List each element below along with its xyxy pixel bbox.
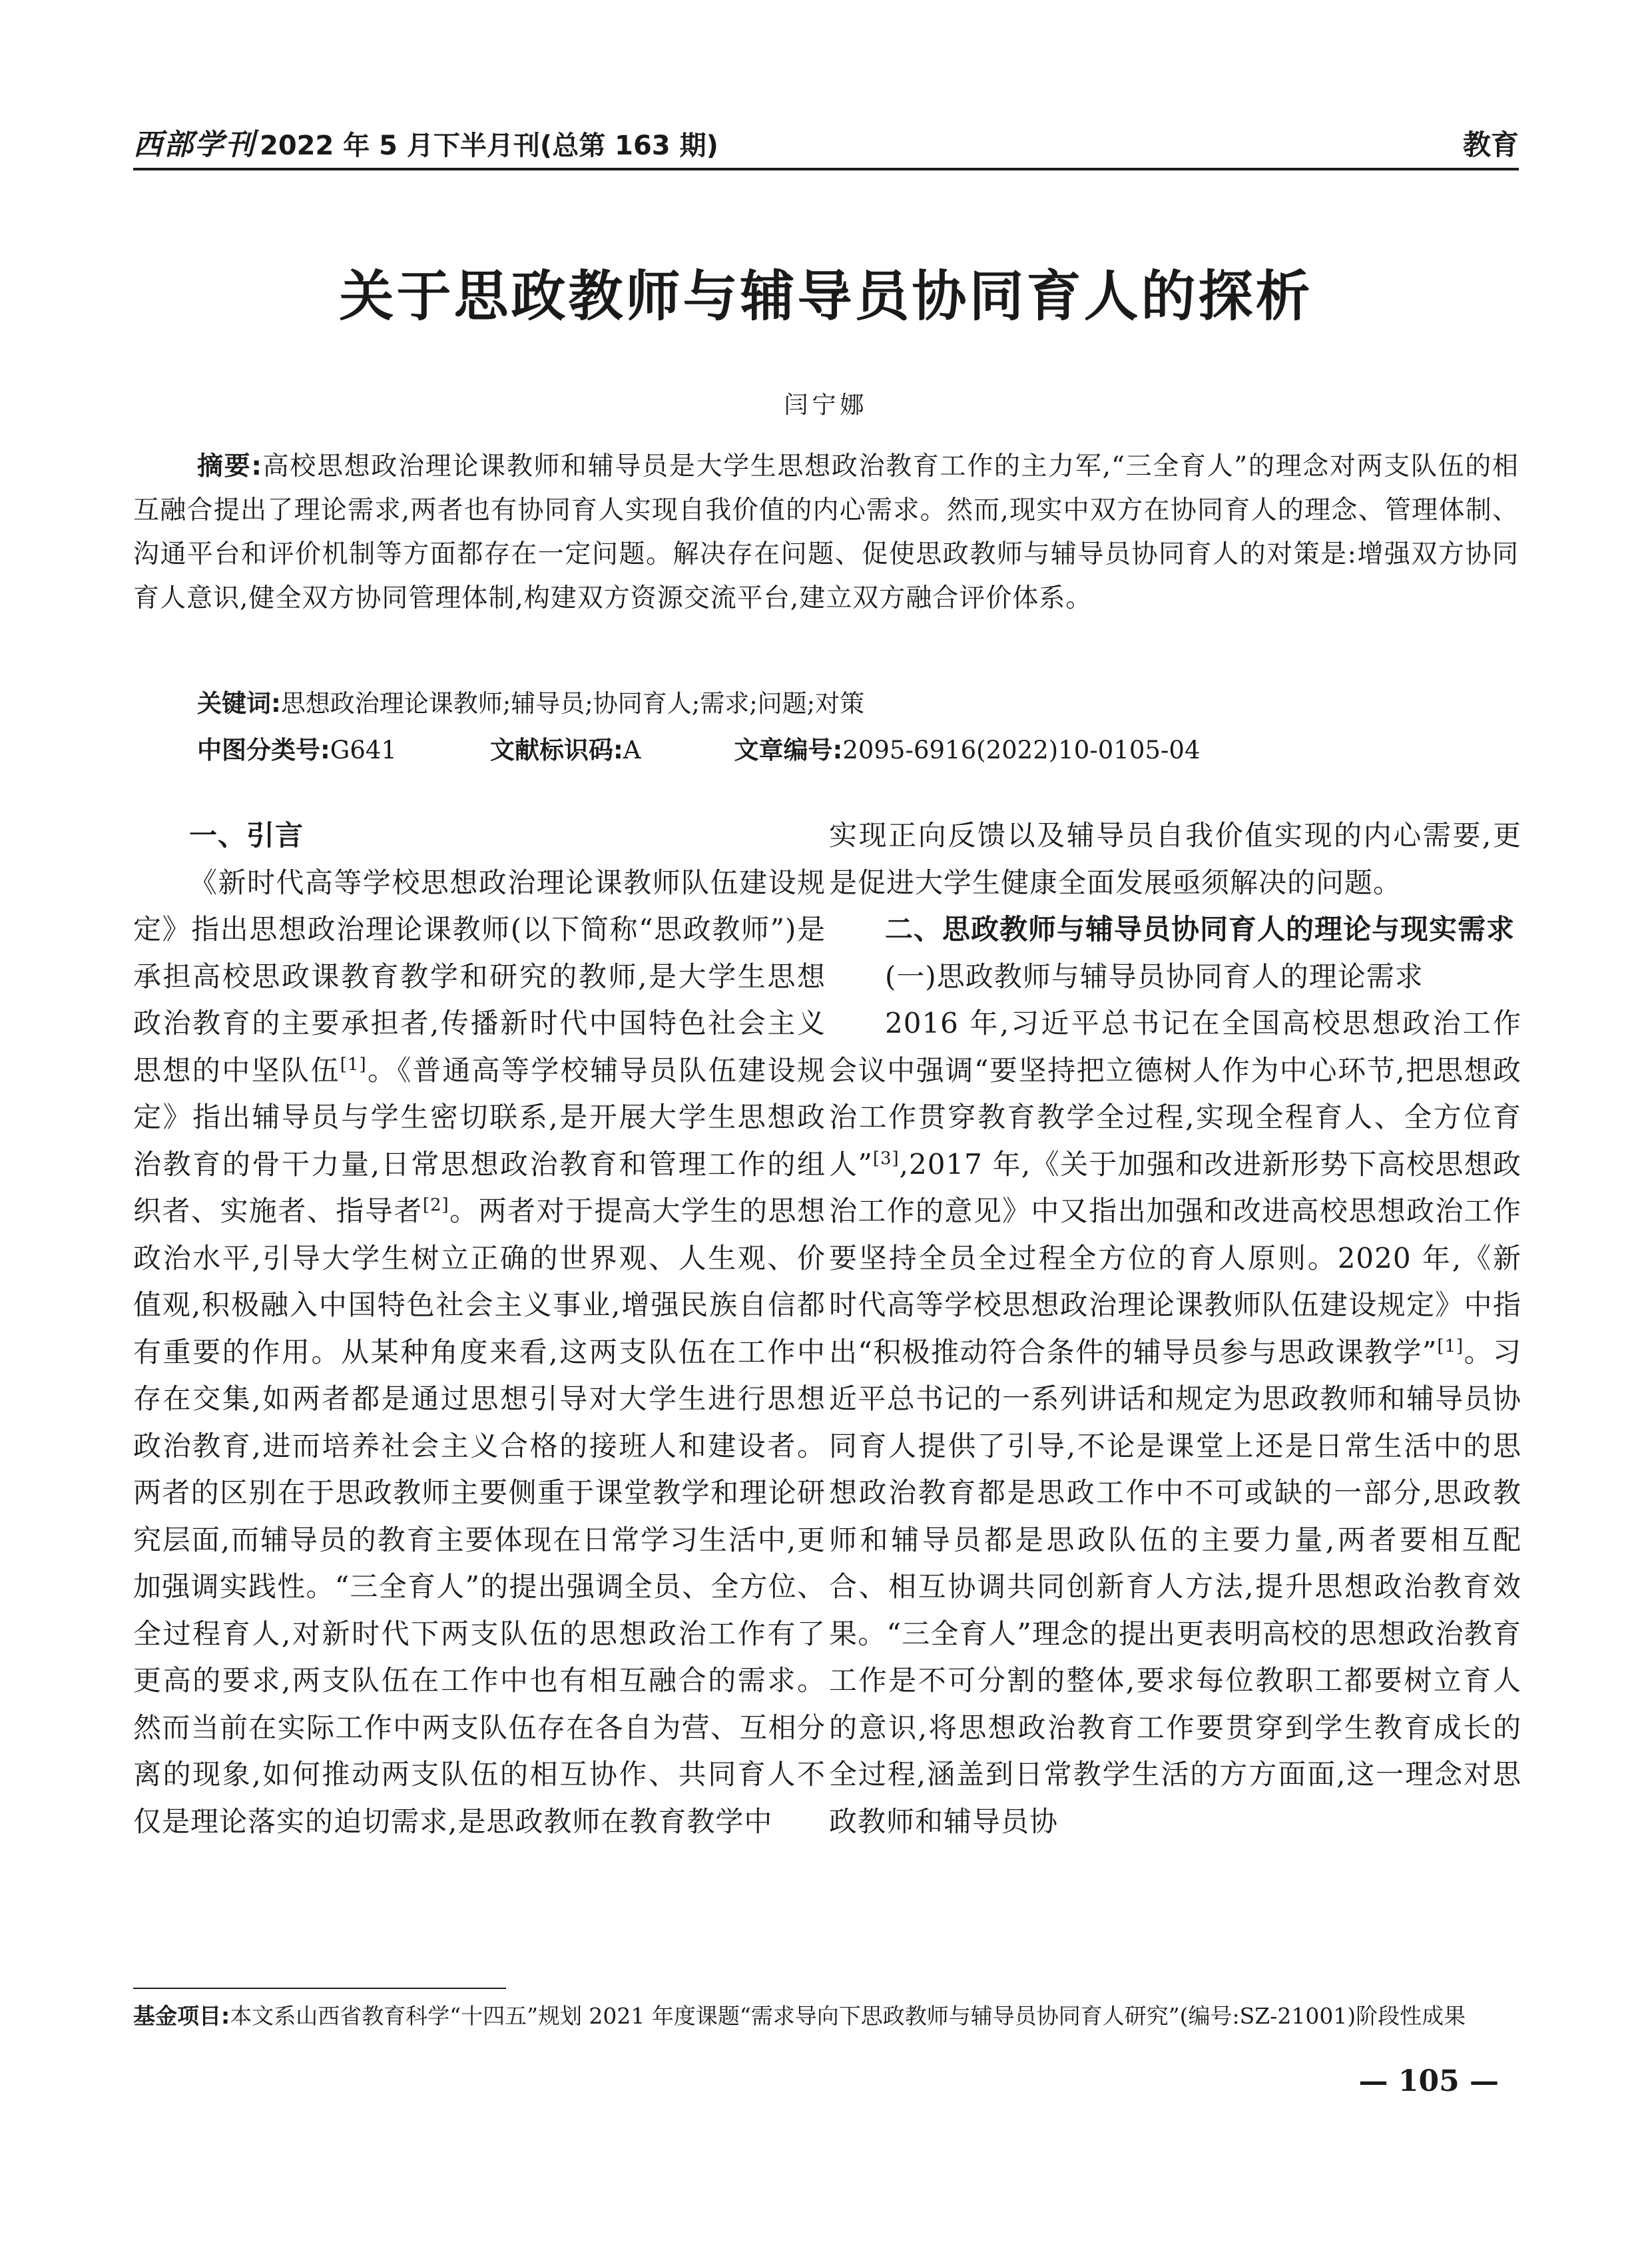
paragraph-theory <box>829 1000 1521 1845</box>
body-column-left <box>133 812 826 1845</box>
class-value: G641 <box>330 736 397 764</box>
doc-label: 文献标识码: <box>489 736 623 764</box>
keywords-label: 关键词: <box>197 689 281 718</box>
footnote-label: 基金项目: <box>133 2003 230 2029</box>
theory-text-b: ,2017 年,《关于加强和改进新形势下高校思想政治工作的意见》中又指出加强和改进高校思想政治工作要坚持全员全过程全方位的育人原则。2020 年,《新时代高等学校思想政治理论课教师队伍建设规定》中指出“积极推动符合条件的辅导员参与思政课教学” <box>829 1147 1521 1368</box>
footnote-rule <box>133 1988 506 1989</box>
abstract-text: 高校思想政治理论课教师和辅导员是大学生思想政治教育工作的主力军,“三全育人”的理念对两支队伍的相互融合提出了理论需求,两者也有协同育人实现自我价值的内心需求。然而,现实中双方在协同育人的理念、管理体制、沟通平台和评价机制等方面都存在一定问题。解决存在问题、促使思政教师与辅导员协同育人的对策是:增强双方协同育人意识,健全双方协同管理体制,构建双方资源交流平台,建立双方融合评价体系。 <box>133 451 1519 613</box>
section-tag: 教育 <box>1462 129 1519 161</box>
classification-row <box>197 730 1519 766</box>
keywords-text: 思想政治理论课教师;辅导员;协同育人;需求;问题;对策 <box>280 689 865 718</box>
article-author: 闫宁娜 <box>784 392 868 419</box>
page-number: — 105 — <box>1358 2064 1499 2098</box>
class-number <box>197 730 397 766</box>
abstract-label: 摘要: <box>197 451 262 481</box>
abstract <box>133 445 1519 621</box>
header-rule <box>133 168 1519 170</box>
citation-1: [1] <box>340 1054 367 1075</box>
paragraph-intro <box>133 860 826 1846</box>
header-left <box>133 121 718 163</box>
id-value: 2095-6916(2022)10-0105-04 <box>842 736 1201 764</box>
class-label: 中图分类号: <box>197 736 330 764</box>
doc-code <box>490 730 641 766</box>
citation-3: [3] <box>872 1148 900 1169</box>
section-heading-2: 二、思政教师与辅导员协同育人的理论与现实需求 <box>885 913 1515 946</box>
paragraph-intro-continued: 实现正向反馈以及辅导员自我价值实现的内心需要,更是促进大学生健康全面发展亟须解决的问题。 <box>829 819 1521 899</box>
footnote-text: 本文系山西省教育科学“十四五”规划 2021 年度课题“需求导向下思政教师与辅导员协同育人研究”(编号:SZ-21001)阶段性成果 <box>230 2003 1466 2029</box>
article-id <box>734 730 1201 766</box>
journal-logo: 西部学刊 <box>133 128 256 162</box>
keywords <box>197 683 864 719</box>
issue-info: 2022 年 5 月下半月刊(总第 163 期) <box>260 131 718 161</box>
footnote <box>133 1998 1519 2034</box>
intro-text-a: 《新时代高等学校思想政治理论课教师队伍建设规定》指出思想政治理论课教师(以下简称“思政教师”)是承担高校思政课教育教学和研究的教师,是大学生思想政治教育的主要承担者,传播新时代中国特色社会主义思想的中坚队伍 <box>133 866 826 1087</box>
subsection-heading-1: (一)思政教师与辅导员协同育人的理论需求 <box>885 960 1424 993</box>
intro-text-b: 。《普通高等学校辅导员队伍建设规定》指出辅导员与学生密切联系,是开展大学生思想政治教育的骨干力量,日常思想政治教育和管理工作的组织者、实施者、指导者 <box>133 1053 826 1227</box>
doc-value: A <box>623 736 641 764</box>
section-heading-1: 一、引言 <box>189 819 304 852</box>
theory-text-c: 。习近平总书记的一系列讲话和规定为思政教师和辅导员协同育人提供了引导,不论是课堂上还是日常生活中的思想政治教育都是思政工作中不可或缺的一部分,思政教师和辅导员都是思政队伍的主要力量,两者要相互配合、相互协调共同创新育人方法,提升思想政治教育效果。“三全育人”理念的提出更表明高校的思想政治教育工作是不可分割的整体,要求每位教职工都要树立育人的意识,将思想政治教育工作要贯穿到学生教育成长的全过程,涵盖到日常教学生活的方方面面,这一理念对思政教师和辅导员协 <box>829 1335 1521 1838</box>
citation-1b: [1] <box>1437 1336 1464 1356</box>
body-column-right <box>829 812 1521 1845</box>
article-title: 关于思政教师与辅导员协同育人的探析 <box>339 265 1313 328</box>
citation-2: [2] <box>422 1195 449 1215</box>
theory-text-a: 2016 年,习近平总书记在全国高校思想政治工作会议中强调“要坚持把立德树人作为中心环节,把思想政治工作贯穿教育教学全过程,实现全程育人、全方位育人” <box>829 1007 1521 1181</box>
running-header <box>133 110 1519 163</box>
intro-text-c: 。两者对于提高大学生的思想政治水平,引导大学生树立正确的世界观、人生观、价值观,积极融入中国特色社会主义事业,增强民族自信都有重要的作用。从某种角度来看,这两支队伍在工作中存在交集,如两者都是通过思想引导对大学生进行思想政治教育,进而培养社会主义合格的接班人和建设者。两者的区别在于思政教师主要侧重于课堂教学和理论研究层面,而辅导员的教育主要体现在日常学习生活中,更加强调实践性。“三全育人”的提出强调全员、全方位、全过程育人,对新时代下两支队伍的思想政治工作有了更高的要求,两支队伍在工作中也有相互融合的需求。然而当前在实际工作中两支队伍存在各自为营、互相分离的现象,如何推动两支队伍的相互协作、共同育人不仅是理论落实的迫切需求,是思政教师在教育教学中 <box>133 1195 826 1838</box>
id-label: 文章编号: <box>734 736 843 764</box>
